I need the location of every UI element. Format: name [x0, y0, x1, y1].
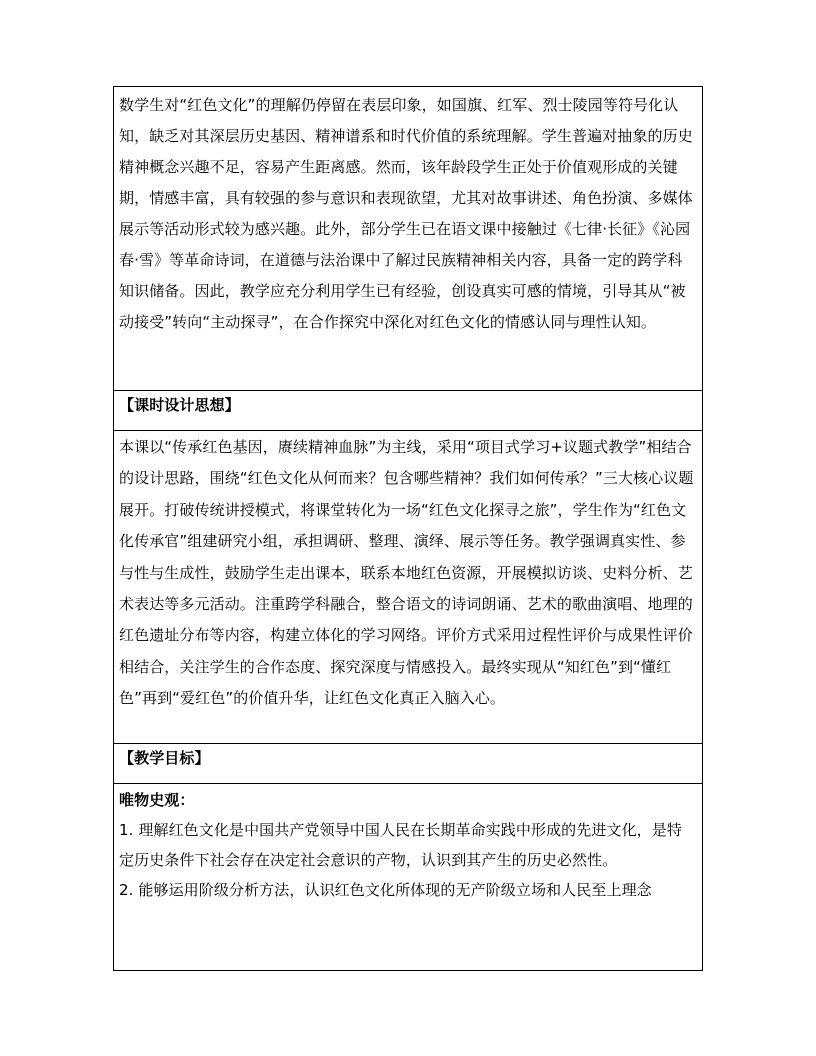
table-row-student-analysis — [114, 87, 703, 391]
objective-item: 1. 理解红色文化是中国共产党领导中国人民在长期革命实践中形成的先进文化，是特定历史条件下社会存在决定社会意识的产物，认识到其产生的历史必然性。 — [119, 821, 682, 869]
table-cell — [114, 784, 703, 971]
lesson-plan-table — [113, 86, 703, 971]
objectives-subtitle: 唯物史观： — [119, 791, 195, 809]
teaching-objectives-heading: 【教学目标】 — [119, 749, 210, 767]
table-cell — [114, 431, 703, 744]
design-thought-paragraph: 本课以“传承红色基因，赓续精神血脉”为主线，采用“项目式学习+议题式教学”相结合的设计思路，围绕“红色文化从何而来？包含哪些精神？我们如何传承？”三大核心议题展开。打破传统讲授模式，将课堂转化为一场“红色文化探寻之旅”，学生作为“红色文化传承官”组建研究小组，承担调研、整理、演绎、展示等任务。教学强调真实性、参与性与生成性，鼓励学生走出课本，联系本地红色资源，开展模拟访谈、史料分析、艺术表达等多元活动。注重跨学科融合，整合语文的诗词朗诵、艺术的歌曲演唱、地理的红色遗址分布等内容，构建立体化的学习网络。评价方式采用过程性评价与成果性评价相结合，关注学生的合作态度、探究深度与情感投入。最终实现从“知红色”到“懂红色”再到“爱红色”的价值升华，让红色文化真正入脑入心。 — [119, 438, 694, 708]
objective-item: 2. 能够运用阶级分析方法，认识红色文化所体现的无产阶级立场和人民至上理念 — [119, 881, 652, 899]
student-analysis-paragraph: 数学生对“红色文化”的理解仍停留在表层印象，如国旗、红军、烈士陵园等符号化认知，缺乏对其深层历史基因、精神谱系和时代价值的系统理解。学生普遍对抽象的历史精神概念兴趣不足，容易产生距离感。然而，该年龄段学生正处于价值观形成的关键期，情感丰富，具有较强的参与意识和表现欲望，尤其对故事讲述、角色扮演、多媒体展示等活动形式较为感兴趣。此外，部分学生已在语文课中接触过《七律·长征》《沁园春·雪》等革命诗词，在道德与法治课中了解过民族精神相关内容，具备一定的跨学科知识储备。因此，教学应充分利用学生已有经验，创设真实可感的情境，引导其从“被动接受”转向“主动探寻”，在合作探究中深化对红色文化的情感认同与理性认知。 — [119, 96, 693, 331]
design-thought-heading: 【课时设计思想】 — [119, 396, 240, 414]
table-row-objectives-body — [114, 784, 703, 971]
table-row-design-heading — [114, 391, 703, 431]
table-row-design-body — [114, 431, 703, 744]
table-cell — [114, 744, 703, 784]
table-cell — [114, 87, 703, 391]
table-cell — [114, 391, 703, 431]
table-row-objectives-heading — [114, 744, 703, 784]
